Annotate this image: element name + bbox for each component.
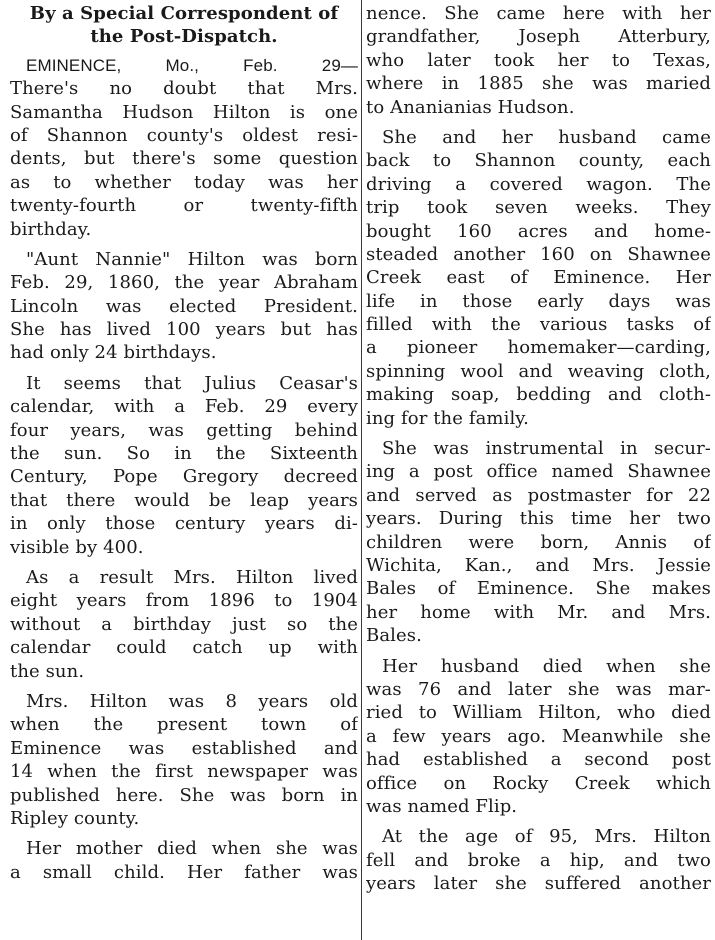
- paragraph: [10, 566, 358, 683]
- text-line: Bales of Eminence. She makes: [366, 578, 711, 600]
- text-line: back to Shannon county, each: [366, 150, 711, 172]
- text-line: spinning wool and weaving cloth,: [366, 360, 711, 382]
- text-line: four years, was getting behind: [10, 419, 358, 441]
- text-line: years later she suffered another: [366, 873, 711, 895]
- paragraph: [10, 54, 358, 241]
- text-line: Bales.: [366, 625, 422, 647]
- text-line: Eminence was established and: [10, 737, 358, 759]
- text-line: the sun.: [10, 660, 85, 682]
- text-line: visible by 400.: [10, 536, 144, 558]
- text-line: was named Flip.: [366, 795, 518, 817]
- text-line: bought 160 acres and home-: [366, 220, 711, 242]
- paragraph: [366, 2, 711, 119]
- text-line: birthday.: [10, 218, 92, 240]
- text-line: a small child. Her father was: [10, 861, 358, 883]
- text-line: "Aunt Nannie" Hilton was born: [26, 248, 358, 270]
- text-line: Mrs. Hilton was 8 years old: [26, 690, 358, 712]
- text-line: ing a post office named Shawnee: [366, 461, 711, 483]
- dateline: EMINENCE, Mo., Feb. 29—: [26, 55, 358, 75]
- text-line: Creek east of Eminence. Her: [366, 267, 711, 289]
- right-column: [366, 0, 711, 940]
- text-line: grandfather, Joseph Atterbury,: [366, 26, 711, 48]
- paragraph: [366, 126, 711, 430]
- text-line: office on Rocky Creek which: [366, 772, 711, 794]
- text-line: twenty-fourth or twenty-fifth: [10, 195, 358, 217]
- text-line: Lincoln was elected President.: [10, 295, 358, 317]
- text-line: She has lived 100 years but has: [10, 319, 358, 341]
- text-line: As a result Mrs. Hilton lived: [26, 566, 358, 588]
- text-line: She was instrumental in secur-: [382, 438, 711, 460]
- text-line: filled with the various tasks of: [366, 314, 711, 336]
- text-line: in only those century years di-: [10, 513, 358, 535]
- text-line: steaded another 160 on Shawnee: [366, 243, 711, 265]
- paragraph: [10, 837, 358, 884]
- text-line: had only 24 birthdays.: [10, 342, 217, 364]
- text-line: and served as postmaster for 22: [366, 484, 711, 506]
- text-line: At the age of 95, Mrs. Hilton: [382, 826, 711, 848]
- paragraph: [366, 437, 711, 648]
- text-line: There's no doubt that Mrs.: [10, 78, 358, 100]
- text-line: without a birthday just so the: [10, 613, 358, 635]
- text-line: of Shannon county's oldest resi-: [10, 124, 358, 146]
- text-line: life in those early days was: [366, 290, 711, 312]
- byline-line: By a Special Correspondent of: [29, 3, 339, 24]
- text-line: nence. She came here with her: [366, 3, 711, 24]
- text-line: She and her husband came: [382, 126, 711, 148]
- text-line: driving a covered wagon. The: [366, 173, 711, 195]
- text-line: eight years from 1896 to 1904: [10, 590, 358, 612]
- left-column: [10, 0, 358, 940]
- paragraph: [366, 655, 711, 819]
- paragraph: [366, 825, 711, 895]
- text-line: years. During this time her two: [366, 508, 711, 530]
- paragraph: [10, 248, 358, 365]
- text-line: when the present town of: [10, 714, 358, 736]
- text-line: fell and broke a hip, and two: [366, 849, 711, 871]
- byline-line: the Post-Dispatch.: [90, 26, 278, 48]
- text-line: Century, Pope Gregory decreed: [10, 466, 358, 488]
- text-line: the sun. So in the Sixteenth: [10, 443, 358, 465]
- text-line: ing for the family.: [366, 407, 529, 429]
- text-line: Her husband died when she: [382, 655, 711, 677]
- text-line: Feb. 29, 1860, the year Abraham: [10, 272, 358, 294]
- text-line: ried to William Hilton, who died: [366, 702, 711, 724]
- text-line: It seems that Julius Ceasar's: [26, 372, 358, 394]
- paragraph: [10, 372, 358, 559]
- text-line: who later took her to Texas,: [366, 49, 711, 71]
- text-line: that there would be leap years: [10, 489, 358, 511]
- text-line: making soap, bedding and cloth-: [366, 384, 711, 406]
- text-line: had established a second post: [366, 749, 711, 771]
- text-line: children were born, Annis of: [366, 531, 711, 553]
- paragraph: [10, 690, 358, 830]
- text-line: her home with Mr. and Mrs.: [366, 601, 711, 623]
- column-divider: [361, 0, 362, 940]
- text-line: calendar, with a Feb. 29 every: [10, 396, 358, 418]
- text-line: 14 when the first newspaper was: [10, 761, 358, 783]
- text-line: Samantha Hudson Hilton is one: [10, 101, 358, 123]
- text-line: published here. She was born in: [10, 784, 358, 806]
- text-line: calendar could catch up with: [10, 637, 358, 659]
- text-line: where in 1885 she was maried: [366, 73, 711, 95]
- text-line: Ripley county.: [10, 807, 140, 829]
- text-line: a few years ago. Meanwhile she: [366, 725, 711, 747]
- text-line: as to whether today was her: [10, 171, 358, 193]
- text-line: Her mother died when she was: [26, 838, 358, 860]
- text-line: a pioneer homemaker—carding,: [366, 337, 711, 359]
- text-line: to Ananianias Hudson.: [366, 96, 575, 118]
- text-line: dents, but there's some question: [10, 148, 358, 170]
- text-line: Wichita, Kan., and Mrs. Jessie: [366, 554, 711, 576]
- text-line: trip took seven weeks. They: [366, 197, 711, 219]
- text-line: was 76 and later she was mar-: [366, 678, 711, 700]
